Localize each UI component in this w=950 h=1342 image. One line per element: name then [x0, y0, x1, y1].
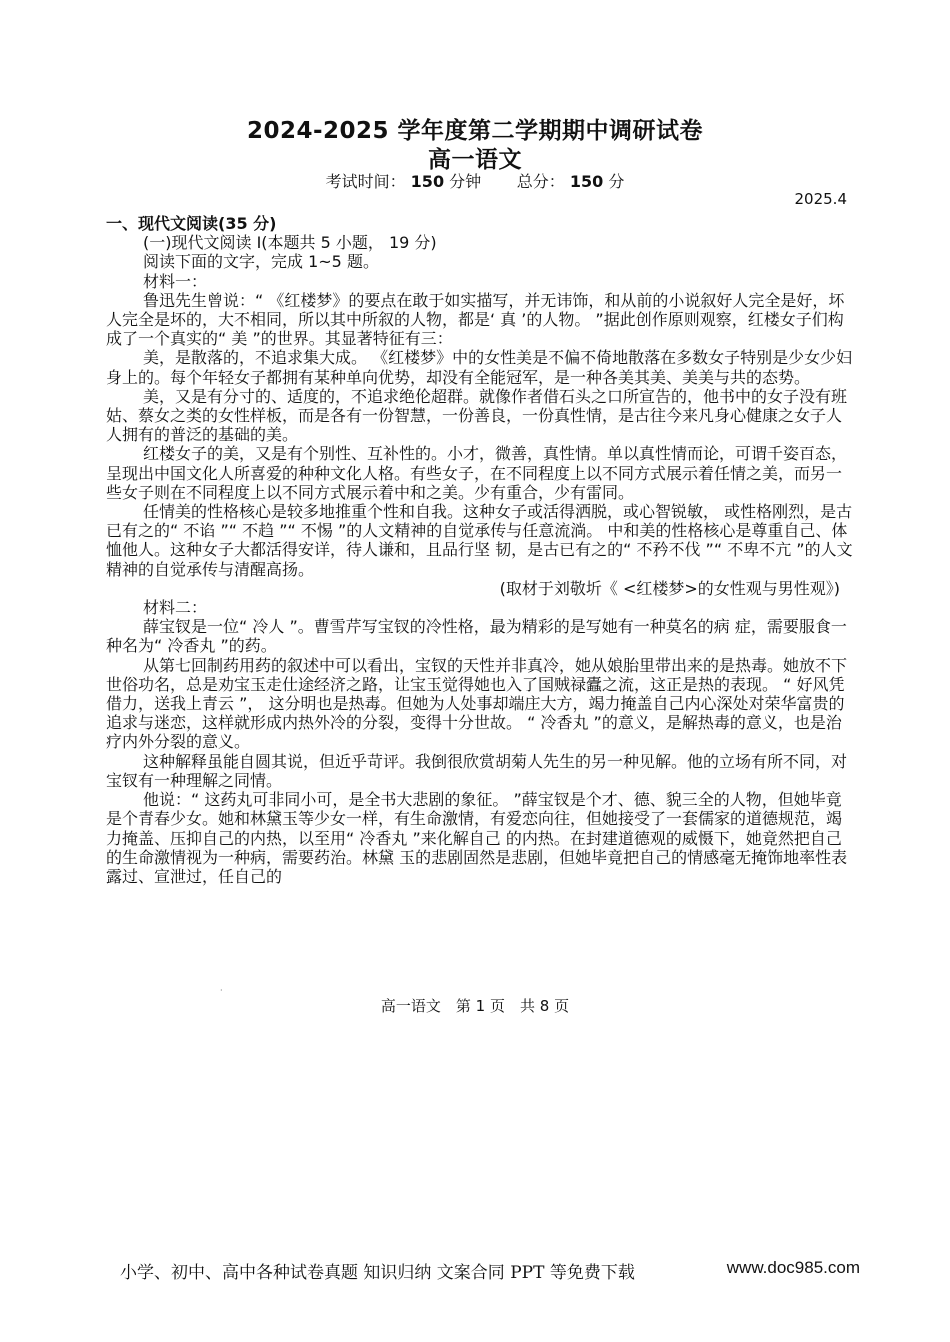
exam-meta [0, 169, 950, 192]
section-heading: 一、现代文阅读(35 分) [106, 214, 277, 233]
material1-paragraph: 美，又是有分寸的、适度的，不追求绝伦超群。就像作者借石头之口所宣告的，他书中的女子没有班姑、蔡女之类的女性样板，而是各有一份智慧，一份善良，一份真性情，是古往今来凡身心健康之女子人人拥有的普泛的基础的美。 [106, 386, 848, 445]
material1-label: 材料一： [143, 271, 208, 291]
stray-dot: · [220, 986, 223, 995]
material1-paragraph: 红楼女子的美，又是有个别性、互补性的。小才，微善，真性情。单以真性情而论，可谓千姿百态，呈现出中国文化人所喜爱的种种文化人格。有些女子，在不同程度上以不同方式展示着任情之美，而另一些女子则在不同程度上以不同方式展示着中和之美。少有重合，少有雷同。 [106, 444, 848, 502]
material2-paragraph: 这种解释虽能自圆其说，但近乎苛评。我倒很欣赏胡菊人先生的另一种见解。他的立场有所不同，对宝钗有一种理解之同情。 [106, 751, 848, 790]
footer-ad [120, 1258, 860, 1283]
material2-paragraph: 从第七回制药用药的叙述中可以看出，宝钗的天性并非真冷，她从娘胎里带出来的是热毒。她放不下世俗功名，总是劝宝玉走仕途经济之路，让宝玉觉得她也入了国贼禄蠹之流，这正是热的表现。 “ 好风凭借力，送我上青云 ”， 这分明也是热毒。但她为人处事却端庄大方，竭力掩盖自己内心深处对荣华富贵的追求与迷恋，这样就形成内热外冷的分裂，变得十分世故。 “ 冷香丸 ”的意义，是解热毒的意义，也是治疗内外分裂的意义。 [106, 655, 848, 752]
material1-paragraph: 美，是散落的，不追求集大成。 《红楼梦》中的女性美是不偏不倚地散落在多数女子特别是少女少妇身上的。每个年轻女子都拥有某种单向优势，却没有全能冠军，是一种各美其美、美美与共的态势。 [106, 348, 853, 387]
time-unit: 分钟 [449, 172, 482, 191]
page-number: 高一语文 第 1 页 共 8 页 [380, 997, 570, 1015]
time-value: 150 [410, 172, 445, 191]
subject-title: 高一语文 [428, 147, 522, 173]
exam-date: 2025.4 [794, 190, 847, 208]
material2-paragraph: 他说：“ 这药丸可非同小可，是全书大悲剧的象征。 ”薛宝钗是个才、德、貌三全的人物，但她毕竟是个青春少女。她和林黛玉等少女一样，有生命激情，有爱恋向往，但她接受了一套儒家的道德规范，竭力掩盖、压抑自己的内热，以至用“ 冷香丸 ”来化解自己 的内热。在封建道德观的威慑下，她竟然把自己的生命激情视为一种病，需要药治。林黛 玉的悲剧固然是悲剧，但她毕竟把自己的情感毫无掩饰地率性表露过、宣泄过，任自己的 [106, 790, 848, 886]
score-label: 总分： [516, 172, 565, 191]
exam-title: 2024-2025 学年度第二学期期中调研试卷 [246, 118, 704, 144]
material1-source: (取材于刘敬圻《 <红楼梦>的女性观与男性观》) [499, 578, 840, 598]
material1-paragraph: 任情美的性格核心是较多地推重个性和自我。这种女子或活得洒脱，或心智锐敏， 或性格刚烈，是古已有之的“ 不谄 ”“ 不趋 ”“ 不惕 ”的人文精神的自觉承传与任意流淌。 中和美的性格核心是尊重自己、体恤他人。这种女子大都活得安详，待人谦和，且品行坚 韧，是古已有之的“ 不矜不伐 ”“ 不卑不亢 ”的人文精神的自觉承传与清醒高扬。 [106, 502, 853, 579]
footer-ad-text: 小学、初中、高中各种试卷真题 知识归纳 文案合同 PPT 等免费下载 [120, 1263, 635, 1283]
material2-label: 材料二： [143, 598, 208, 618]
footer-ad-url: www.doc985.com [726, 1258, 860, 1277]
reading-section [106, 214, 854, 886]
score-unit: 分 [608, 172, 625, 191]
time-label: 考试时间： [325, 172, 406, 191]
section-subheading: (一)现代文阅读 I(本题共 5 小题， 19 分) [143, 233, 437, 253]
material2-paragraph: 薛宝钗是一位“ 冷人 ”。曹雪芹写宝钗的冷性格，最为精彩的是写她有一种莫名的病 症，需要服食一种名为“ 冷香丸 ”的药。 [106, 617, 847, 656]
score-value: 150 [569, 172, 604, 191]
section-instruction: 阅读下面的文字，完成 1~5 题。 [143, 252, 379, 272]
material1-paragraph: 鲁迅先生曾说：“ 《红楼梦》的要点在敢于如实描写，并无讳饰，和从前的小说叙好人完全是好，坏人完全是坏的，大不相同，所以其中所叙的人物，都是‘ 真 ’的人物。 ”据此创作原则观察，红楼女子们构成了一个真实的“ 美 ”的世界。其显著特征有三： [106, 290, 845, 349]
